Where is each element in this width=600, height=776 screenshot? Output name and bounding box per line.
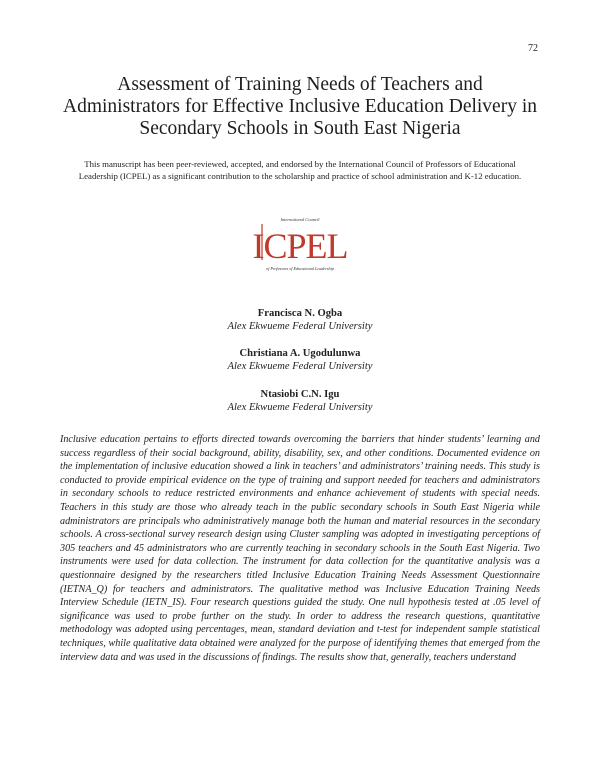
author-name: Francisca N. Ogba [257,308,343,319]
author-affiliation: Alex Ekwueme Federal University [227,402,373,413]
author-affiliation: Alex Ekwueme Federal University [227,321,373,332]
author-name: Christiana A. Ugodulunwa [239,348,361,359]
author-1 [150,307,450,333]
page-number: 72 [528,43,538,54]
abstract: Inclusive education pertains to efforts directed towards overcoming the barriers that hinder students’ learning and success regardless of their social background, ability, disability, sex, and other conditions. Documented evidence on the implementation of inclusive education showed a link in teachers’ and administrators’ training needs. This study is conducted to provide empirical evidence on the type of training and support needed for teachers and administrators in secondary schools to reduce restricted environments and enhance achievement of students with special needs. Teachers in this study are those who already teach in the public secondary schools in South East Nigeria while administrators are principals who administratively manage both the human and material resources in the secondary schools. A cross-sectional survey research design using Cluster sampling was adopted in investigating perceptions of 305 teachers and 45 administrators who are currently teaching in secondary schools in the South East Nigeria. Two instruments were used for data collection. The instrument for data collection for the quantitative analysis was a questionnaire designed by the researchers titled Inclusive Education Training Needs Assessment Questionnaire (IETNA_Q) for teachers and administrators. The qualitative method was Inclusive Education Training Needs Interview Schedule (IETN_IS). Four research questions guided the study. One null hypothesis tested at .05 level of significance was used to probe further on the study. In order to address the research questions, quantitative methodology was adopted using percentages, mean, standard deviation and t-test for independent sample statistical techniques, while qualitative data obtained were analyzed for the purpose of identifying themes that emerged from the interview data and was used in the discussions of findings. The results show that, generally, teachers understand [60,434,540,663]
endorsement-note: This manuscript has been peer-reviewed, accepted, and endorsed by the International Council of Professors of Educational Leadership (ICPEL) as a significant contribution to the scholarship and practice of school administration and K-12 education. [78,159,522,181]
paper-title: Assessment of Training Needs of Teachers and Administrators for Effective Inclusive Education Delivery in Secondary Schools in South East Nigeria [63,74,537,139]
author-name: Ntasiobi C.N. Igu [260,389,340,400]
author-3 [150,388,450,414]
logo-top-text: International Council [280,217,320,222]
logo-main-text: ICPEL [252,226,348,266]
logo-bottom-text: of Professors of Educational Leadership [266,266,334,271]
author-2 [150,347,450,373]
author-affiliation: Alex Ekwueme Federal University [227,361,373,372]
icpel-logo [252,212,348,276]
